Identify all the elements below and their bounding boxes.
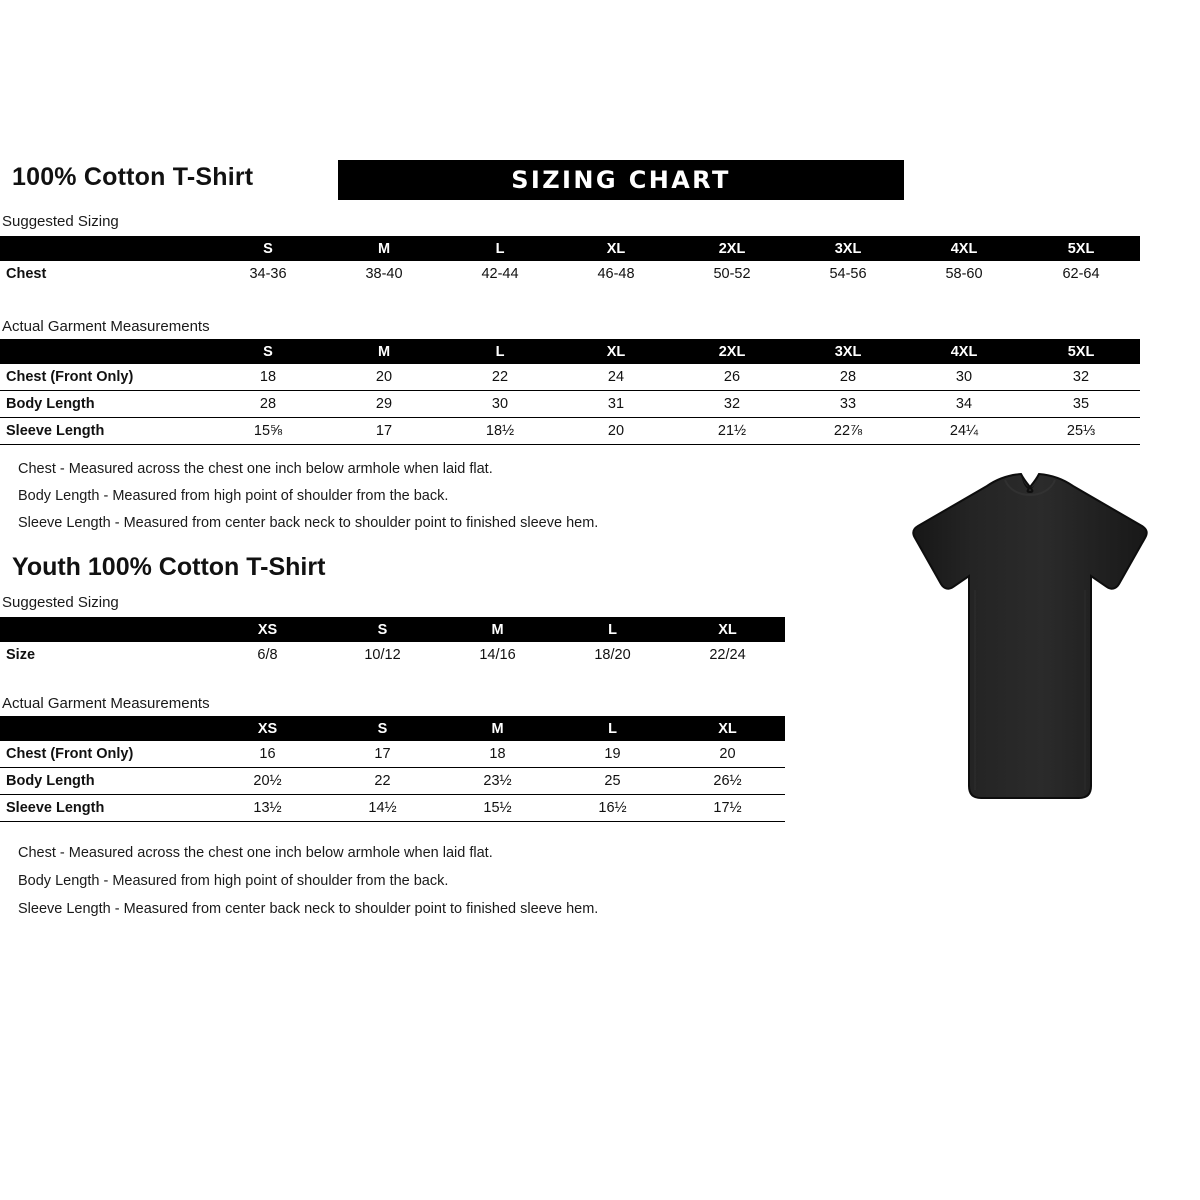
- youth-note-chest: Chest - Measured across the chest one inch below armhole when laid flat.: [18, 845, 493, 861]
- cell-chestfront-xl: 24: [607, 369, 625, 385]
- adult-suggested-sizing-label: Suggested Sizing: [2, 213, 119, 230]
- cell-bodylength-2xl: 32: [723, 396, 741, 412]
- row-label-body-length: Body Length: [6, 396, 95, 412]
- col-head-xl: XL: [558, 236, 674, 261]
- col-head-xs: XS: [210, 617, 325, 642]
- col-head-l: L: [555, 716, 670, 741]
- cell-chest-l: 42-44: [481, 266, 519, 282]
- cell-chestfront-2xl: 26: [723, 369, 741, 385]
- col-head-m: M: [326, 339, 442, 364]
- cell-sleevelength-2xl: 21½: [717, 423, 747, 439]
- cell-bodylength-xl: 26½: [713, 773, 742, 789]
- col-head-2xl: 2XL: [674, 236, 790, 261]
- row-label-chest: Chest: [6, 266, 47, 282]
- table-row: [0, 364, 1140, 391]
- cell-bodylength-3xl: 33: [839, 396, 857, 412]
- adult-actual-measurements-table: [0, 339, 1140, 445]
- adult-note-chest: Chest - Measured across the chest one inch below armhole when laid flat.: [18, 461, 493, 477]
- cell-bodylength-xl: 31: [607, 396, 625, 412]
- cell-bodylength-m: 23½: [483, 773, 512, 789]
- table-row: [0, 261, 1140, 287]
- cell-chestfront-xl: 20: [719, 746, 736, 762]
- col-head-blank: [0, 339, 210, 364]
- table-header-row: [0, 716, 785, 741]
- col-head-5xl: 5XL: [1022, 339, 1140, 364]
- cell-sleevelength-xl: 17½: [713, 800, 742, 816]
- youth-suggested-sizing-label: Suggested Sizing: [2, 594, 119, 611]
- row-label-chest-front-only: Chest (Front Only): [6, 746, 134, 762]
- adult-actual-measurements-label: Actual Garment Measurements: [2, 318, 210, 335]
- cell-chestfront-5xl: 32: [1072, 369, 1090, 385]
- table-header-row: [0, 339, 1140, 364]
- cell-chestfront-l: 22: [491, 369, 509, 385]
- cell-bodylength-s: 28: [259, 396, 277, 412]
- adult-note-sleeve-length: Sleeve Length - Measured from center back neck to shoulder point to finished sleeve hem.: [18, 515, 599, 531]
- cell-sleevelength-xs: 13½: [253, 800, 282, 816]
- table-row: [0, 795, 785, 822]
- table-row: [0, 768, 785, 795]
- table-row: [0, 741, 785, 768]
- col-head-s: S: [325, 617, 440, 642]
- table-header-row: [0, 617, 785, 642]
- youth-note-body-length: Body Length - Measured from high point of shoulder from the back.: [18, 873, 449, 889]
- cell-bodylength-m: 29: [375, 396, 393, 412]
- col-head-xl: XL: [670, 716, 785, 741]
- cell-size-l: 18/20: [594, 647, 631, 663]
- youth-note-sleeve-length: Sleeve Length - Measured from center back neck to shoulder point to finished sleeve hem.: [18, 901, 599, 917]
- youth-actual-measurements-table: [0, 716, 785, 822]
- cell-sleevelength-3xl: 22⅞: [833, 423, 863, 439]
- cell-chest-2xl: 50-52: [713, 266, 751, 282]
- cell-sleevelength-m: 15½: [483, 800, 512, 816]
- col-head-blank: [0, 617, 210, 642]
- cell-sleevelength-m: 17: [375, 423, 393, 439]
- col-head-l: L: [442, 236, 558, 261]
- table-row: [0, 642, 785, 668]
- cell-size-xs: 6/8: [257, 647, 278, 663]
- row-label-chest-front-only: Chest (Front Only): [6, 369, 134, 385]
- row-label-sleeve-length: Sleeve Length: [6, 423, 105, 439]
- cell-sleevelength-s: 14½: [368, 800, 397, 816]
- cell-chestfront-xs: 16: [259, 746, 276, 762]
- sizing-chart-banner-label: SIZING CHART: [511, 166, 731, 194]
- col-head-m: M: [326, 236, 442, 261]
- sizing-chart-banner: [338, 160, 904, 200]
- col-head-m: M: [440, 716, 555, 741]
- col-head-l: L: [442, 339, 558, 364]
- cell-chest-xl: 46-48: [597, 266, 635, 282]
- cell-sleevelength-5xl: 25⅓: [1066, 423, 1096, 439]
- adult-section-title: 100% Cotton T-Shirt: [12, 163, 254, 191]
- youth-section-title: Youth 100% Cotton T-Shirt: [12, 553, 326, 581]
- col-head-5xl: 5XL: [1022, 236, 1140, 261]
- row-label-size: Size: [6, 647, 36, 663]
- col-head-xs: XS: [210, 716, 325, 741]
- cell-chest-m: 38-40: [365, 266, 403, 282]
- col-head-s: S: [210, 236, 326, 261]
- table-row: [0, 391, 1140, 418]
- cell-size-s: 10/12: [364, 647, 401, 663]
- cell-chestfront-m: 18: [489, 746, 506, 762]
- col-head-xl: XL: [558, 339, 674, 364]
- cell-chest-3xl: 54-56: [829, 266, 867, 282]
- cell-chestfront-3xl: 28: [839, 369, 857, 385]
- col-head-l: L: [555, 617, 670, 642]
- cell-chestfront-4xl: 30: [955, 369, 973, 385]
- cell-sleevelength-xl: 20: [607, 423, 625, 439]
- col-head-4xl: 4XL: [906, 236, 1022, 261]
- col-head-blank: [0, 716, 210, 741]
- col-head-s: S: [325, 716, 440, 741]
- cell-chest-5xl: 62-64: [1062, 266, 1100, 282]
- cell-size-xl: 22/24: [709, 647, 746, 663]
- cell-chestfront-s: 18: [259, 369, 277, 385]
- col-head-2xl: 2XL: [674, 339, 790, 364]
- col-head-3xl: 3XL: [790, 236, 906, 261]
- col-head-3xl: 3XL: [790, 339, 906, 364]
- cell-sleevelength-l: 16½: [598, 800, 627, 816]
- table-row: [0, 418, 1140, 445]
- cell-sleevelength-l: 18½: [485, 423, 515, 439]
- table-header-row: [0, 236, 1140, 261]
- cell-sleevelength-4xl: 24¼: [949, 423, 979, 439]
- cell-chestfront-m: 20: [375, 369, 393, 385]
- cell-sleevelength-s: 15⅝: [253, 423, 283, 439]
- cell-bodylength-s: 22: [374, 773, 391, 789]
- youth-suggested-sizing-table: [0, 617, 785, 668]
- cell-chest-4xl: 58-60: [945, 266, 983, 282]
- col-head-blank: [0, 236, 210, 261]
- tshirt-icon: [895, 470, 1165, 810]
- col-head-m: M: [440, 617, 555, 642]
- cell-size-m: 14/16: [479, 647, 516, 663]
- youth-actual-measurements-label: Actual Garment Measurements: [2, 695, 210, 712]
- col-head-s: S: [210, 339, 326, 364]
- tshirt-product-image: [895, 470, 1165, 810]
- cell-bodylength-l: 30: [491, 396, 509, 412]
- cell-chestfront-l: 19: [604, 746, 621, 762]
- row-label-body-length: Body Length: [6, 773, 95, 789]
- cell-bodylength-5xl: 35: [1072, 396, 1090, 412]
- col-head-xl: XL: [670, 617, 785, 642]
- col-head-4xl: 4XL: [906, 339, 1022, 364]
- row-label-sleeve-length: Sleeve Length: [6, 800, 105, 816]
- cell-chest-s: 34-36: [249, 266, 287, 282]
- cell-bodylength-l: 25: [604, 773, 621, 789]
- adult-suggested-sizing-table: [0, 236, 1140, 287]
- adult-note-body-length: Body Length - Measured from high point of shoulder from the back.: [18, 488, 449, 504]
- cell-bodylength-4xl: 34: [955, 396, 973, 412]
- cell-bodylength-xs: 20½: [253, 773, 282, 789]
- cell-chestfront-s: 17: [374, 746, 391, 762]
